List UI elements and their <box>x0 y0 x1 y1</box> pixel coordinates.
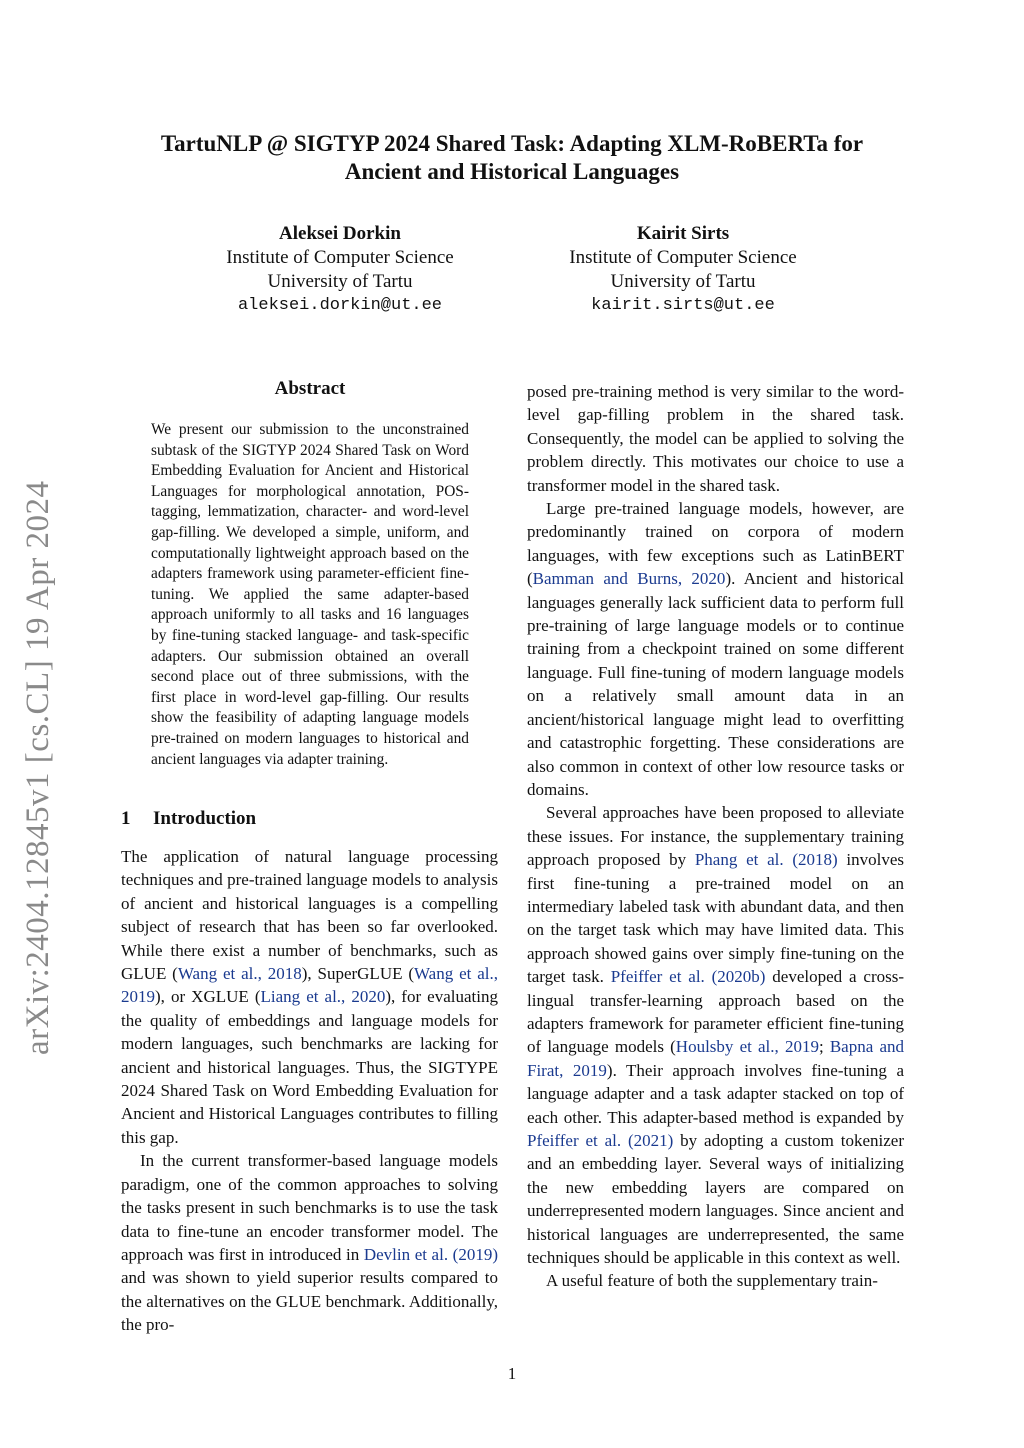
citation-link[interactable]: Pfeiffer et al. (2020b) <box>610 967 766 987</box>
text: In the current transformer-based language models paradigm, one of the common approaches to solving the tasks present in such benchmarks is to use the task data to fine-tune an encoder transformer model. The approach was first in introduced in <box>121 1151 498 1264</box>
author-email: aleksei.dorkin@ut.ee <box>237 296 443 315</box>
title-line-1: TartuNLP @ SIGTYP 2024 Shared Task: Adapting XLM-RoBERTa for <box>160 131 864 156</box>
author-name: Aleksei Dorkin <box>279 223 401 244</box>
paragraph <box>527 380 904 497</box>
text: The application of natural language processing techniques and pre-trained language models to analysis of ancient and historical languages is a compelling subject of research that has been so far overlooked. While there exist a number of benchmarks, such as GLUE ( <box>121 847 498 984</box>
citation-link[interactable]: Houlsby et al., 2019 <box>675 1037 819 1057</box>
paragraph <box>121 845 498 1149</box>
text: developed a cross-lingual transfer-learning approach based on the adapters framework for parameter efficient fine-tuning of language models ( <box>527 967 904 1057</box>
text: A useful feature of both the supplementary train- <box>546 1271 878 1291</box>
paragraph <box>527 801 904 1269</box>
citation-link[interactable]: Devlin et al. (2019) <box>363 1244 498 1264</box>
abstract-text: We present our submission to the unconstrained subtask of the SIGTYP 2024 Shared Task on Word Embedding Evaluation for Ancient and Historical Languages for morphological annotation, POS-tagging, lemmatization, character- and word-level gap-filling. We developed a simple, uniform, and computationally lightweight approach based on the adapters framework using parameter-efficient fine-tuning. We applied the same adapter-based approach uniformly to all tasks and 16 languages by fine-tuning stacked language- and task-specific adapters. Our submission obtained an overall second place out of three submissions, with the first place in word-level gap-filling. Our results show the feasibility of adapting language models pre-trained on modern languages to historical and ancient languages via adapter training. <box>151 421 469 768</box>
author-block-2 <box>533 222 833 318</box>
section-heading-introduction <box>121 808 256 830</box>
author-name: Kairit Sirts <box>636 223 730 244</box>
author-block-1 <box>190 222 490 318</box>
citation-link[interactable]: Wang et al., 2019 <box>121 964 498 1007</box>
text: ), for evaluating the quality of embeddings and language models for modern languages, such benchmarks are lacking for ancient and historical languages. Thus, the SIGTYPE 2024 Shared Task on Word Embedding Evaluation for Ancient and Historical Languages contributes to filling this gap. <box>121 987 498 1147</box>
text: ; <box>818 1037 830 1057</box>
text: posed pre-training method is very similar to the word-level gap-filling problem in the shared task. Consequently, the model can be applied to solving the problem directly. This motivates our choice to use a transformer model in the shared task. <box>527 382 904 495</box>
paragraph <box>121 1149 498 1336</box>
citation-link[interactable]: Wang et al., 2018 <box>177 964 302 984</box>
left-column <box>121 845 498 1337</box>
author-email: kairit.sirts@ut.ee <box>591 296 775 315</box>
author-university: University of Tartu <box>267 271 413 292</box>
text: involves first fine-tuning a pre-trained model on an intermediary labeled task with abundant data, and then on the target task which may have limited data. This approach showed gains over simply fine-tuning on the target task. <box>527 850 905 987</box>
citation-link[interactable]: Liang et al., 2020 <box>260 987 386 1007</box>
title-line-2: Ancient and Historical Languages <box>344 159 680 184</box>
text: by adopting a custom tokenizer and an embedding layer. Several ways of initializing the new embedding layers are compared on underrepresented modern languages. Since ancient and historical languages are underrepresented, the same techniques should be applicable in this context as well. <box>527 1131 905 1268</box>
citation-link[interactable]: Pfeiffer et al. (2021) <box>527 1131 674 1150</box>
right-column <box>527 380 904 1293</box>
author-affiliation: Institute of Computer Science <box>569 247 797 268</box>
abstract-heading: Abstract <box>274 378 346 399</box>
text: and was shown to yield superior results compared to the alternatives on the GLUE benchmark. Additionally, the pro- <box>121 1268 498 1335</box>
text: Several approaches have been proposed to alleviate these issues. For instance, the supplementary training approach proposed by <box>527 803 904 870</box>
paper-title <box>80 130 944 186</box>
text: ), SuperGLUE ( <box>301 964 414 984</box>
paragraph <box>527 497 904 801</box>
section-title: Introduction <box>153 808 257 829</box>
paragraph <box>527 1269 904 1292</box>
text: ). Their approach involves fine-tuning a language adapter and a task adapter stacked on top of each other. This adapter-based method is expanded by <box>527 1060 905 1127</box>
text: Large pre-trained language models, however, are predominantly trained on corpora of modern languages, with few exceptions such as LatinBERT ( <box>527 499 904 589</box>
citation-link[interactable]: Bapna and Firat, 2019 <box>527 1037 904 1080</box>
text: ). Ancient and historical languages generally lack sufficient data to perform full pre-training of large language models or to continue training from a checkpoint trained on some different language. Full fine-tuning of modern language models on a relatively small amount data in an ancient/historical language might lead to overfitting and catastrophic forgetting. These considerations are also common in context of other low resource tasks or domains. <box>527 569 904 799</box>
citation-link[interactable]: Phang et al. (2018) <box>694 850 838 870</box>
author-affiliation: Institute of Computer Science <box>226 247 454 268</box>
section-number: 1 <box>121 808 131 829</box>
author-university: University of Tartu <box>610 271 756 292</box>
citation-link[interactable]: Bamman and Burns, 2020 <box>532 569 726 589</box>
arxiv-stamp: arXiv:2404.12845v1 [cs.CL] 19 Apr 2024 <box>20 480 56 1055</box>
text: ), or XGLUE ( <box>155 987 261 1007</box>
page-number: 1 <box>507 1364 517 1383</box>
